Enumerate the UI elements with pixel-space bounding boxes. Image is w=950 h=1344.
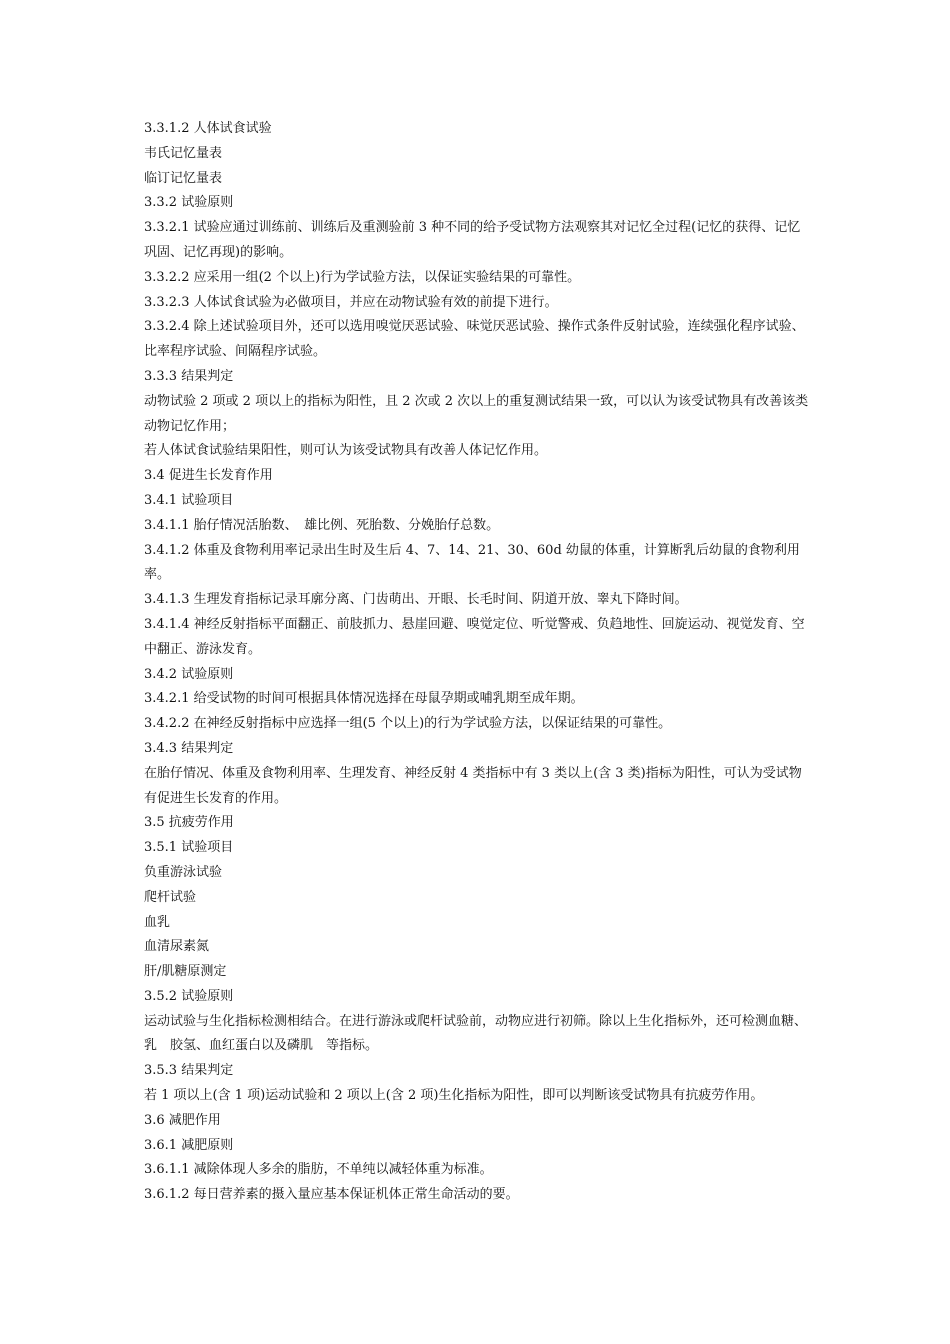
text-line: 3.3.2.2 应采用一组(2 个以上)行为学试验方法，以保证实验结果的可靠性。 (144, 269, 581, 285)
text-line: 3.4.1.1 胎仔情况活胎数、 雄比例、死胎数、分娩胎仔总数。 (144, 517, 500, 533)
text-line: 3.3.2.3 人体试食试验为必做项目，并应在动物试验有效的前提下进行。 (144, 294, 558, 310)
text-line: 3.4.1.4 神经反射指标平面翻正、前肢抓力、悬崖回避、嗅觉定位、听觉警戒、负趋地性、回旋运动、视觉发育、空中翻正、游泳发育。 (144, 616, 805, 657)
text-line: 动物试验 2 项或 2 项以上的指标为阳性，且 2 次或 2 次以上的重复测试结果一致，可以认为该受试物具有改善该类动物记忆作用； (144, 393, 809, 434)
text-line: 3.4.1.3 生理发育指标记录耳廓分离、门齿萌出、开眼、长毛时间、阴道开放、睾丸下降时间。 (144, 592, 688, 608)
text-line: 血清尿素氮 (144, 939, 210, 955)
section-heading: 3.5.2 试验原则 (144, 988, 234, 1004)
text-line: 运动试验与生化指标检测相结合。在进行游泳或爬杆试验前，动物应进行初筛。除以上生化指标外，还可检测血糖、乳 胶氢、血红蛋白以及磷肌 等指标。 (144, 1013, 808, 1054)
text-line: 血乳 (144, 914, 171, 930)
text-line: 韦氏记忆量表 (144, 145, 223, 161)
section-heading: 3.6 减肥作用 (144, 1112, 221, 1128)
section-heading: 3.4.1 试验项目 (144, 492, 234, 508)
text-line: 3.4.2.1 给受试物的时间可根据具体情况选择在母鼠孕期或哺乳期至成年期。 (144, 691, 584, 707)
section-heading: 3.4.3 结果判定 (144, 740, 234, 756)
section-heading: 3.5.1 试验项目 (144, 840, 234, 856)
text-line: 临订记忆量表 (144, 170, 223, 186)
text-line: 肝/肌糖原测定 (144, 964, 227, 980)
document-body (144, 117, 810, 1208)
text-line: 3.4.1.2 体重及食物利用率记录出生时及生后 4、7、14、21、30、60d 幼鼠的体重，计算断乳后幼鼠的食物利用率。 (144, 542, 800, 583)
text-line: 在胎仔情况、体重及食物利用率、生理发育、神经反射 4 类指标中有 3 类以上(含 3 类)指标为阳性，可认为受试物有促进生长发育的作用。 (144, 765, 802, 806)
text-line: 3.6.1.2 每日营养素的摄入量应基本保证机体正常生命活动的要。 (144, 1187, 519, 1203)
section-heading: 3.4 促进生长发育作用 (144, 468, 273, 484)
section-heading: 3.3.3 结果判定 (144, 368, 234, 384)
text-line: 若人体试食试验结果阳性，则可认为该受试物具有改善人体记忆作用。 (144, 443, 548, 459)
text-line: 3.4.2.2 在神经反射指标中应选择一组(5 个以上)的行为学试验方法，以保证结果的可靠性。 (144, 716, 672, 732)
section-heading: 3.4.2 试验原则 (144, 666, 234, 682)
text-line: 3.3.2.4 除上述试验项目外，还可以选用嗅觉厌恶试验、味觉厌恶试验、操作式条件反射试验，连续强化程序试验、比率程序试验、间隔程序试验。 (144, 319, 805, 360)
text-line: 爬杆试验 (144, 889, 197, 905)
section-heading: 3.5 抗疲劳作用 (144, 815, 234, 831)
section-heading: 3.5.3 结果判定 (144, 1063, 234, 1079)
section-heading: 3.3.2 试验原则 (144, 195, 234, 211)
text-line: 3.3.1.2 人体试食试验 (144, 121, 272, 136)
text-line: 3.3.2.1 试验应通过训练前、训练后及重测验前 3 种不同的给予受试物方法观察其对记忆全过程(记忆的获得、记忆巩固、记忆再现)的影响。 (144, 220, 801, 260)
text-line: 3.6.1.1 减除体现人多余的脂肪，不单纯以减轻体重为标准。 (144, 1162, 493, 1178)
text-line: 负重游泳试验 (144, 864, 223, 880)
section-heading: 3.6.1 减肥原则 (144, 1137, 234, 1153)
text-line: 若 1 项以上(含 1 项)运动试验和 2 项以上(含 2 项)生化指标为阳性，即可以判断该受试物具有抗疲劳作用。 (144, 1088, 764, 1104)
